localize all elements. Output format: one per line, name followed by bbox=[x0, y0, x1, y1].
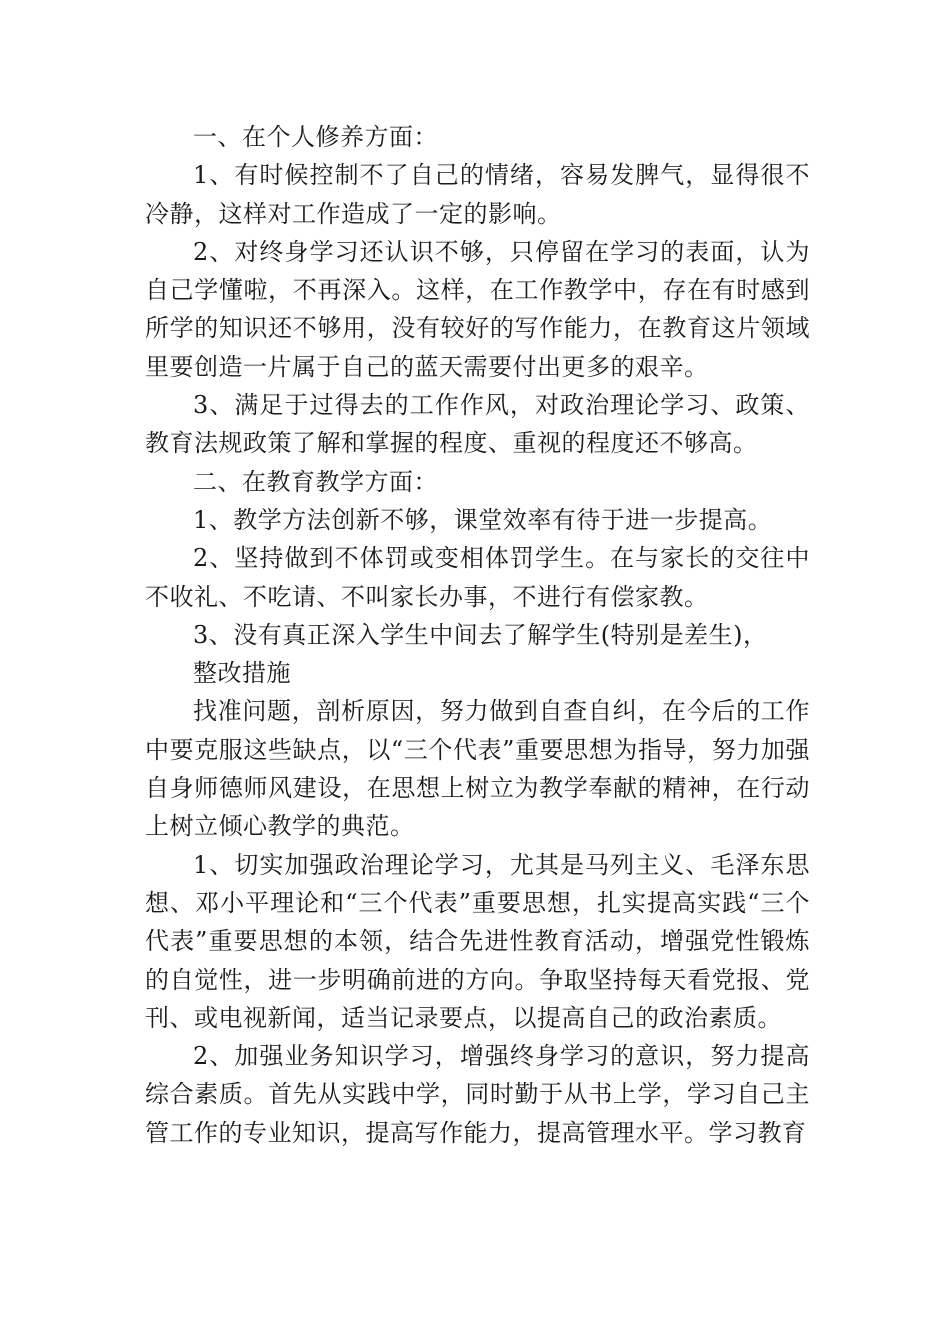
document-body bbox=[145, 118, 810, 1152]
heading-rectification-measures: 整改措施 bbox=[193, 659, 291, 688]
paragraph-find-problems: 找准问题，剖析原因，努力做到自查自纠，在今后的工作中要克服这些缺点，以“三个代表”重要思想为指导，努力加强自身师德师风建设，在思想上树立为教学奉献的精神，在行动上树立倾心教学的典范。 bbox=[145, 697, 810, 841]
paragraph-lifelong-learning: 2、对终身学习还认识不够，只停留在学习的表面，认为自己学懂啦，不再深入。这样，在工作教学中，存在有时感到所学的知识还不够用，没有较好的写作能力，在教育这片领域里要创造一片属于自己的蓝天需要付出更多的艰辛。 bbox=[145, 237, 810, 381]
paragraph-professional-knowledge: 2、加强业务知识学习，增强终身学习的意识，努力提高综合素质。首先从实践中学，同时勤于从书上学，学习自己主管工作的专业知识，提高写作能力，提高管理水平。学习教育 bbox=[145, 1042, 810, 1147]
paragraph-understand-students: 3、没有真正深入学生中间去了解学生(特别是差生)， bbox=[193, 620, 768, 649]
paragraph-work-style: 3、满足于过得去的工作作风，对政治理论学习、政策、教育法规政策了解和掌握的程度、重视的程度还不够高。 bbox=[145, 391, 810, 458]
paragraph-political-theory: 1、切实加强政治理论学习，尤其是马列主义、毛泽东思想、邓小平理论和“三个代表”重要思想，扎实提高实践“三个代表”重要思想的本领，结合先进性教育活动，增强党性锻炼的自觉性，进一步明确前进的方向。争取坚持每天看党报、党刊、或电视新闻，适当记录要点，以提高自己的政治素质。 bbox=[145, 850, 810, 1032]
heading-personal-cultivation: 一、在个人修养方面： bbox=[193, 123, 438, 151]
paragraph-emotion-control: 1、有时候控制不了自己的情绪，容易发脾气，显得很不冷静，这样对工作造成了一定的影响。 bbox=[145, 161, 810, 228]
heading-teaching: 二、在教育教学方面： bbox=[193, 467, 438, 496]
paragraph-no-corporal-punishment: 2、坚持做到不体罚或变相体罚学生。在与家长的交往中不收礼、不吃请、不叫家长办事，不进行有偿家教。 bbox=[145, 544, 810, 611]
paragraph-teaching-methods: 1、教学方法创新不够，课堂效率有待于进一步提高。 bbox=[193, 505, 773, 534]
